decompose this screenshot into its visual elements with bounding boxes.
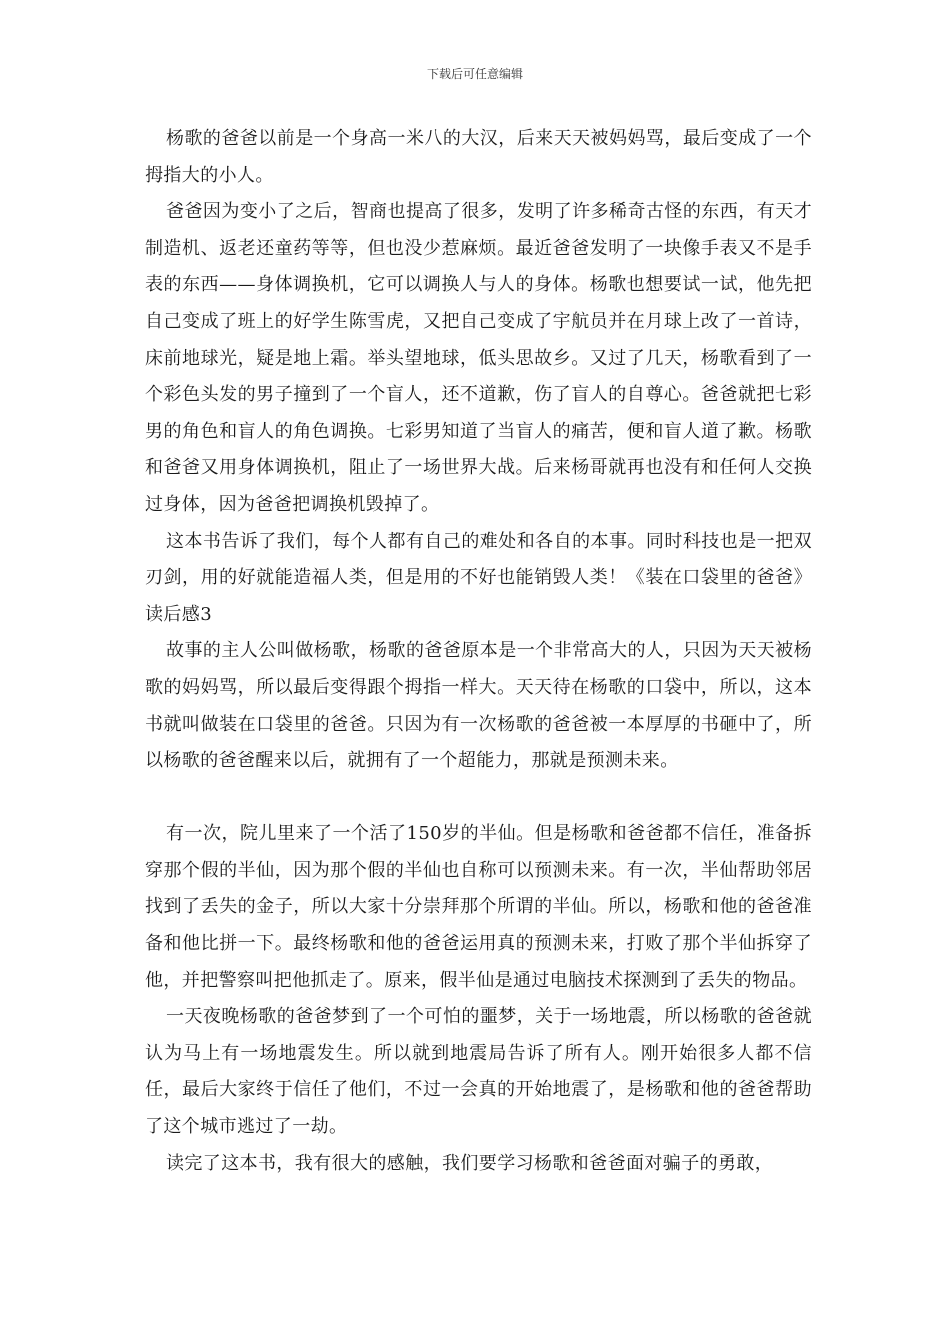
paragraph-1: 杨歌的爸爸以前是一个身高一米八的大汉，后来天天被妈妈骂，最后变成了一个拇指大的小人。 <box>145 128 812 186</box>
paragraph-3: 这本书告诉了我们，每个人都有自己的难处和各自的本事。同时科技也是一把双刃剑，用的好就能造福人类，但是用的不好也能销毁人类！《装在口袋里的爸爸》读后感3 <box>145 530 812 625</box>
paragraph-6: 一天夜晚杨歌的爸爸梦到了一个可怕的噩梦，关于一场地震，所以杨歌的爸爸就认为马上有一场地震发生。所以就到地震局告诉了所有人。刚开始很多人都不信任，最后大家终于信任了他们，不过一会真的开始地震了，是杨歌和他的爸爸帮助了这个城市逃过了一劫。 <box>145 1006 812 1138</box>
blank-line <box>145 780 812 817</box>
paragraph-4: 故事的主人公叫做杨歌，杨歌的爸爸原本是一个非常高大的人，只因为天天被杨歌的妈妈骂，所以最后变得跟个拇指一样大。天天待在杨歌的口袋中，所以，这本书就叫做装在口袋里的爸爸。只因为有一次杨歌的爸爸被一本厚厚的书砸中了，所以杨歌的爸爸醒来以后，就拥有了一个超能力，那就是预测未来。 <box>145 640 812 772</box>
document-body <box>145 121 812 1182</box>
paragraph-7: 读完了这本书，我有很大的感触，我们要学习杨歌和爸爸面对骗子的勇敢， <box>166 1152 774 1174</box>
paragraph-2: 爸爸因为变小了之后，智商也提高了很多，发明了许多稀奇古怪的东西，有天才制造机、返老还童药等等，但也没少惹麻烦。最近爸爸发明了一块像手表又不是手表的东西——身体调换机，它可以调换人与人的身体。杨歌也想要试一试，他先把自己变成了班上的好学生陈雪虎，又把自己变成了宇航员并在月球上改了一首诗，床前地球光，疑是地上霜。举头望地球，低头思故乡。又过了几天，杨歌看到了一个彩色头发的男子撞到了一个盲人，还不道歉，伤了盲人的自尊心。爸爸就把七彩男的角色和盲人的角色调换。七彩男知道了当盲人的痛苦，便和盲人道了歉。杨歌和爸爸又用身体调换机，阻止了一场世界大战。后来杨哥就再也没有和任何人交换过身体，因为爸爸把调换机毁掉了。 <box>145 201 812 515</box>
page-header: 下载后可任意编辑 <box>426 67 523 81</box>
paragraph-5: 有一次，院儿里来了一个活了150岁的半仙。但是杨歌和爸爸都不信任，准备拆穿那个假的半仙，因为那个假的半仙也自称可以预测未来。有一次，半仙帮助邻居找到了丢失的金子，所以大家十分崇拜那个所谓的半仙。所以，杨歌和他的爸爸准备和他比拼一下。最终杨歌和他的爸爸运用真的预测未来，打败了那个半仙拆穿了他，并把警察叫把他抓走了。原来，假半仙是通过电脑技术探测到了丢失的物品。 <box>145 823 812 991</box>
